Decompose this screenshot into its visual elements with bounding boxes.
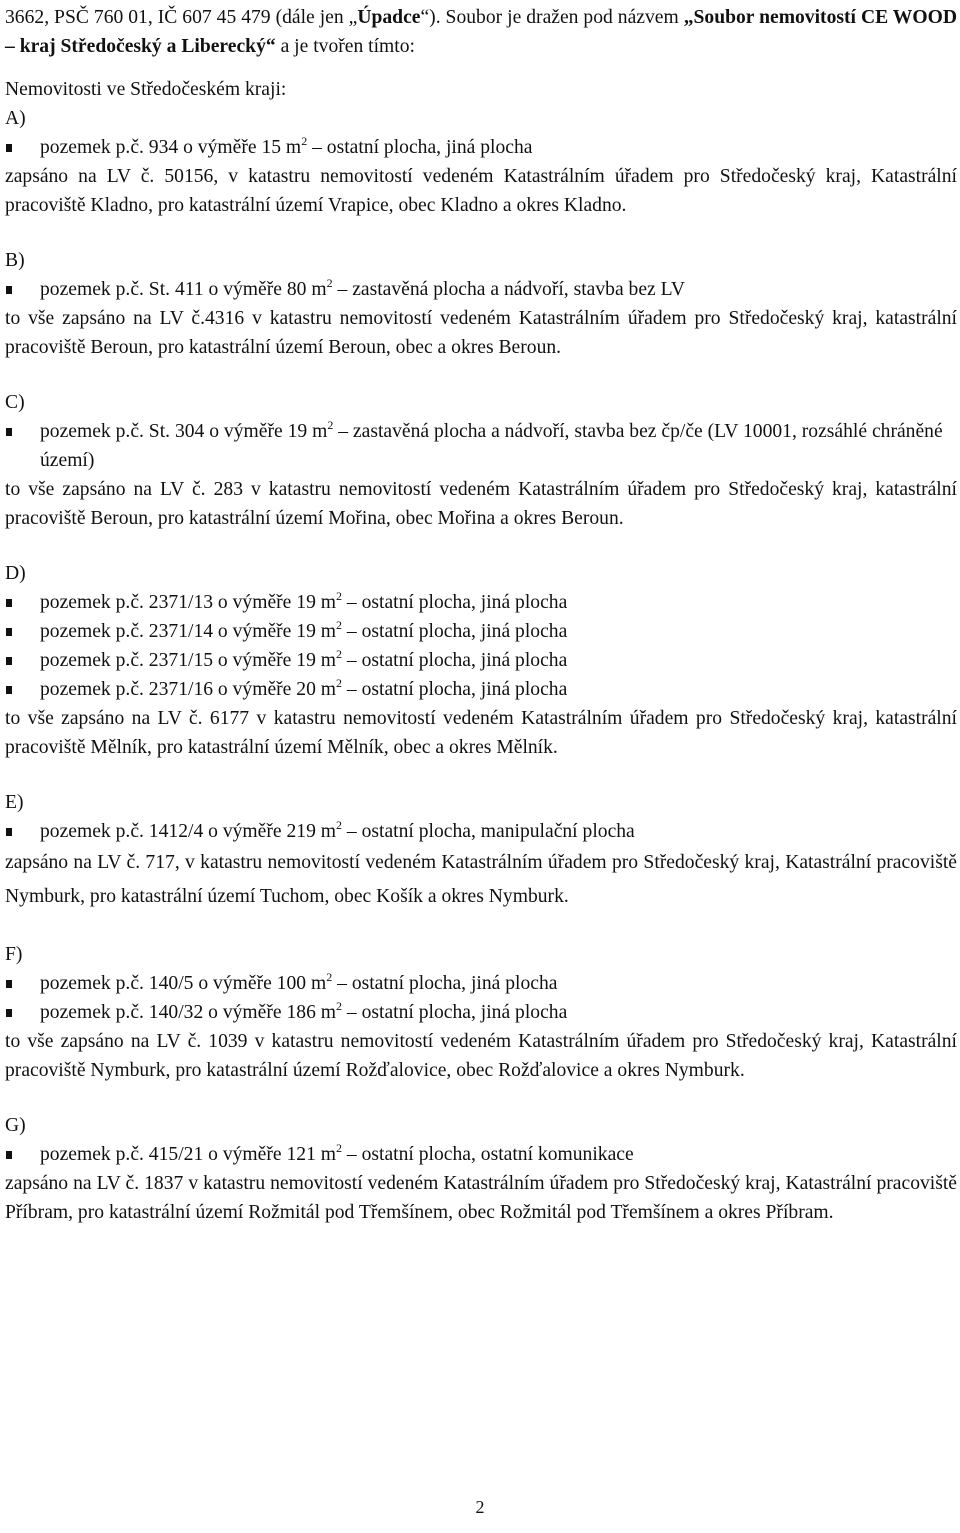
registration-text: zapsáno na LV č. 50156, v katastru nemovitostí vedeném Katastrálním úřadem pro Středočeský kraj, Katastrální pracoviště Kladno, pro katastrální území Vrapice, obec Kladno a okres Kladno. <box>5 166 957 216</box>
area-superscript: 2 <box>326 276 333 290</box>
property-sections <box>5 104 957 1227</box>
parcel-text: pozemek p.č. 2371/14 o výměře 19 m <box>40 621 337 642</box>
parcel-item <box>5 417 957 475</box>
square-bullet-icon <box>6 828 12 836</box>
parcel-item <box>5 588 957 617</box>
section-letter: A) <box>5 108 26 129</box>
parcel-text: pozemek p.č. 140/5 o výměře 100 m <box>40 973 327 994</box>
square-bullet-icon <box>6 686 12 694</box>
square-bullet-icon <box>6 1151 12 1159</box>
parcel-text: pozemek p.č. 2371/15 o výměře 19 m <box>40 650 337 671</box>
section-letter: D) <box>5 563 26 584</box>
section-letter: G) <box>5 1115 26 1136</box>
upadce-term: Úpadce <box>357 7 421 28</box>
parcel-type: – ostatní plocha, jiná plocha <box>342 621 568 642</box>
parcel-item <box>5 817 957 846</box>
square-bullet-icon <box>6 428 12 436</box>
registration-text: zapsáno na LV č. 1837 v katastru nemovitostí vedeném Katastrálním úřadem pro Středočeský kraj, Katastrální pracoviště Příbram, pro katastrální území Rožmitál pod Třemšínem, obec Rožmitál pod Třemšínem a okres Příbram. <box>5 1173 957 1223</box>
parcel-type: – ostatní plocha, jiná plocha <box>342 592 568 613</box>
section-d <box>5 559 957 762</box>
area-superscript: 2 <box>336 618 343 632</box>
parcel-item <box>5 133 957 162</box>
section-letter: B) <box>5 250 25 271</box>
square-bullet-icon <box>6 144 12 152</box>
area-superscript: 2 <box>336 1141 343 1155</box>
parcel-type: – ostatní plocha, jiná plocha <box>332 973 558 994</box>
region-heading: Nemovitosti ve Středočeském kraji: <box>5 79 287 100</box>
intro-mid: “). Soubor je dražen pod názvem <box>420 7 684 28</box>
page-number: 2 <box>475 1497 485 1517</box>
area-superscript: 2 <box>301 134 308 148</box>
square-bullet-icon <box>6 657 12 665</box>
parcel-text: pozemek p.č. 1412/4 o výměře 219 m <box>40 821 337 842</box>
section-g <box>5 1111 957 1227</box>
parcel-text: pozemek p.č. 2371/13 o výměře 19 m <box>40 592 337 613</box>
section-a <box>5 104 957 220</box>
document-page <box>5 0 957 1227</box>
section-letter: E) <box>5 792 24 813</box>
parcel-type: – ostatní plocha, jiná plocha <box>342 1002 568 1023</box>
lot-name: „Soubor nemovitostí CE WOOD – kraj Středočeský a Liberecký“ <box>5 7 958 57</box>
parcel-type: – ostatní plocha, jiná plocha <box>307 137 533 158</box>
area-superscript: 2 <box>336 589 343 603</box>
parcel-type: – ostatní plocha, manipulační plocha <box>342 821 635 842</box>
section-f <box>5 940 957 1085</box>
parcel-text: pozemek p.č. St. 411 o výměře 80 m <box>40 279 327 300</box>
parcel-item <box>5 617 957 646</box>
registration-text: to vše zapsáno na LV č. 6177 v katastru nemovitostí vedeném Katastrálním úřadem pro Středočeský kraj, katastrální pracoviště Mělník, pro katastrální území Mělník, obec a okres Mělník. <box>5 708 957 758</box>
registration-text: to vše zapsáno na LV č. 283 v katastru nemovitostí vedeném Katastrálním úřadem pro Středočeský kraj, katastrální pracoviště Beroun, pro katastrální území Mořina, obec Mořina a okres Beroun. <box>5 479 957 529</box>
parcel-item <box>5 1140 957 1169</box>
parcel-item <box>5 969 957 998</box>
square-bullet-icon <box>6 980 12 988</box>
parcel-item <box>5 646 957 675</box>
parcel-type: – ostatní plocha, jiná plocha <box>342 650 568 671</box>
intro-end: a je tvořen tímto: <box>275 36 415 57</box>
area-superscript: 2 <box>336 647 343 661</box>
parcel-text: pozemek p.č. 140/32 o výměře 186 m <box>40 1002 337 1023</box>
parcel-type: – zastavěná plocha a nádvoří, stavba bez LV <box>332 279 685 300</box>
registration-text: to vše zapsáno na LV č. 1039 v katastru nemovitostí vedeném Katastrálním úřadem pro Středočeský kraj, Katastrální pracoviště Nymburk, pro katastrální území Rožďalovice, obec Rožďalovice a okres Nymburk. <box>5 1031 957 1081</box>
parcel-item <box>5 275 957 304</box>
parcel-type: – ostatní plocha, ostatní komunikace <box>342 1144 634 1165</box>
area-superscript: 2 <box>336 676 343 690</box>
parcel-type: – ostatní plocha, jiná plocha <box>342 679 568 700</box>
square-bullet-icon <box>6 628 12 636</box>
area-superscript: 2 <box>336 818 343 832</box>
parcel-text: pozemek p.č. 415/21 o výměře 121 m <box>40 1144 337 1165</box>
section-letter: C) <box>5 392 25 413</box>
area-superscript: 2 <box>326 970 333 984</box>
section-b <box>5 246 957 362</box>
intro-paragraph <box>5 3 957 61</box>
area-superscript: 2 <box>327 418 334 432</box>
registration-text: zapsáno na LV č. 717, v katastru nemovitostí vedeném Katastrálním úřadem pro Středočeský kraj, Katastrální pracoviště Nymburk, pro katastrální území Tuchom, obec Košík a okres Nymburk. <box>5 852 957 907</box>
intro-start: 3662, PSČ 760 01, IČ 607 45 479 (dále jen „ <box>5 7 358 28</box>
parcel-text: pozemek p.č. St. 304 o výměře 19 m <box>40 421 328 442</box>
square-bullet-icon <box>6 286 12 294</box>
section-letter: F) <box>5 944 23 965</box>
registration-text: to vše zapsáno na LV č.4316 v katastru nemovitostí vedeném Katastrálním úřadem pro Středočeský kraj, katastrální pracoviště Beroun, pro katastrální území Beroun, obec a okres Beroun. <box>5 308 957 358</box>
section-e <box>5 788 957 914</box>
parcel-text: pozemek p.č. 934 o výměře 15 m <box>40 137 302 158</box>
square-bullet-icon <box>6 599 12 607</box>
parcel-type: – zastavěná plocha a nádvoří, stavba bez čp/če (LV 10001, rozsáhlé chráněné území) <box>40 421 943 471</box>
section-c <box>5 388 957 533</box>
area-superscript: 2 <box>336 999 343 1013</box>
parcel-item <box>5 998 957 1027</box>
square-bullet-icon <box>6 1009 12 1017</box>
parcel-item <box>5 675 957 704</box>
parcel-text: pozemek p.č. 2371/16 o výměře 20 m <box>40 679 337 700</box>
